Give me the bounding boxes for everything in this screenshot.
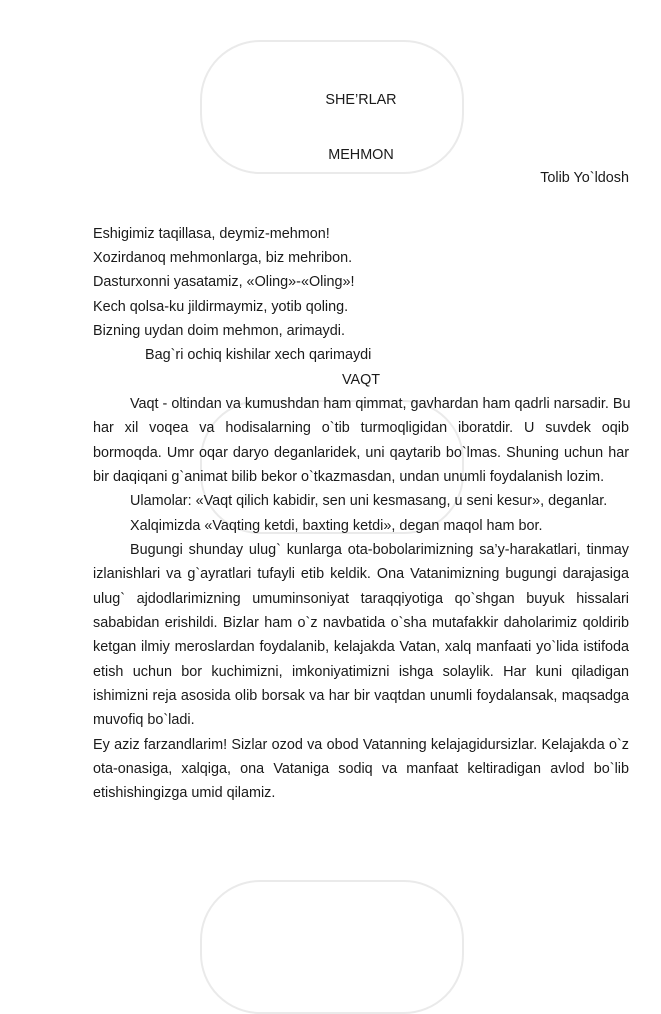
essay-title: VAQT <box>341 372 381 388</box>
essay-line: bormoqda. Umr oqar daryo deganlaridek, uni qaytarib bo`lmas. Shuning uchun har <box>93 445 629 461</box>
essay-line: har xil voqea va hodisalarning o`tib turmoqligidan iboratdir. U suvdek oqib <box>93 420 629 436</box>
essay-line: sababidan erishildi. Bizlar ham o`z navbatida o`sha mutafakkir daholarimiz qoldirib <box>93 615 629 631</box>
poem-author: Tolib Yo`ldosh <box>540 170 629 186</box>
essay-line: etishishingizga umid qilamiz. <box>93 785 276 801</box>
essay-line: izlanishlari va g`ayratlari tufayli etib keldik. Ona Vatanimizning bugungi darajasiga <box>93 566 629 582</box>
essay-line: Ulamolar: «Vaqt qilich kabidir, sen uni kesmasang, u seni kesur», deganlar. <box>130 493 608 509</box>
essay-line: Ey aziz farzandlarim! Sizlar ozod va obod Vatanning kelajagidursizlar. Kelajakda o`z <box>93 737 629 753</box>
watermark-bottom <box>200 880 464 1014</box>
essay-line: ketgan ilmiy meroslardan foydalanib, kelajakda Vatan, xalq manfaati yo`lida istifoda <box>93 639 629 655</box>
essay-line: ulug` ajdodlarimizning umuminsoniyat taraqqiyotiga qo`shgan buyuk hissalari <box>93 591 629 607</box>
essay-line: ishimizni reja asosida olib borsak va har bir vaqtdan unumli foydalansak, maqsadga <box>93 688 629 704</box>
essay-line: Bugungi shunday ulug` kunlarga ota-bobolarimizning sa’y-harakatlari, tinmay <box>130 542 629 558</box>
poem-line: Xozirdanoq mehmonlarga, biz mehribon. <box>93 250 353 266</box>
essay-line: Vaqt - oltindan va kumushdan ham qimmat, gavhardan ham qadrli narsadir. Bu <box>130 396 631 412</box>
essay-line: ota-onasiga, xalqiga, ona Vataniga sodiq va manfaat keltiradigan avlod bo`lib <box>93 761 629 777</box>
section-title: SHE’RLAR <box>325 92 397 108</box>
poem-line: Bizning uydan doim mehmon, arimaydi. <box>93 323 345 339</box>
poem-title: MEHMON <box>328 147 394 163</box>
poem-line: Eshigimiz taqillasa, deymiz-mehmon! <box>93 226 330 242</box>
poem-line: Kech qolsa-ku jildirmaymiz, yotib qoling. <box>93 299 349 315</box>
essay-line: Xalqimizda «Vaqting ketdi, baxting ketdi», degan maqol ham bor. <box>130 518 543 534</box>
poem-line: Bag`ri ochiq kishilar xech qarimaydi <box>145 347 372 363</box>
poem-line: Dasturxonni yasatamiz, «Oling»-«Oling»! <box>93 274 355 290</box>
essay-line: bir daqiqani g`animat bilib bekor o`tkazmasdan, undan unumli foydalanish lozim. <box>93 469 605 485</box>
essay-line: muvofiq bo`ladi. <box>93 712 195 728</box>
essay-line: etish uchun bor kuchimizni, imkoniyatimizni ishga solaylik. Har kuni qiladigan <box>93 664 629 680</box>
